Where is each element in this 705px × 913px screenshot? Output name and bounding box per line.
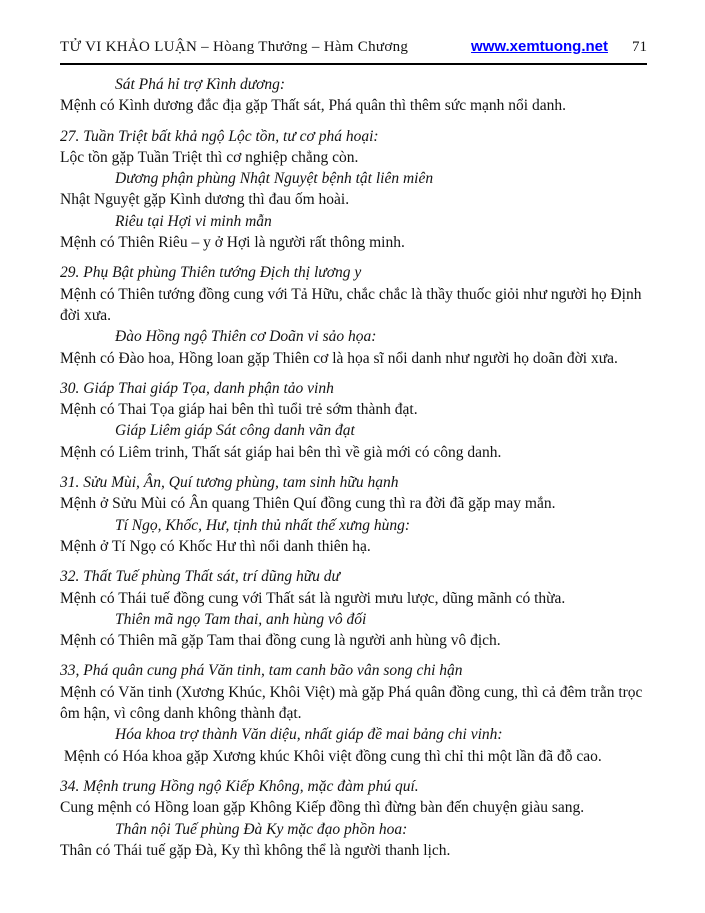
verse-line: Hóa khoa trợ thành Văn diệu, nhất giáp đề mai bảng chi vinh: <box>115 726 503 744</box>
section-heading-line: 31. Sửu Mùi, Ân, Quí tương phùng, tam sinh hữu hạnh <box>60 474 399 492</box>
paragraph-line: Mệnh có Thai Tọa giáp hai bên thì tuổi trẻ sớm thành đạt. <box>60 401 418 419</box>
section-heading-line: 27. Tuần Triệt bất khả ngộ Lộc tồn, tư cơ phá hoại: <box>60 127 379 145</box>
website-link[interactable]: www.xemtuong.net <box>471 38 608 55</box>
paragraph-line: Mệnh có Hóa khoa gặp Xương khúc Khôi việt đồng cung thì chỉ thi một lần đã đỗ cao. <box>60 747 602 765</box>
text-block <box>60 566 647 651</box>
document-body <box>60 74 647 861</box>
text-block <box>60 660 647 766</box>
section-heading-line: 29. Phụ Bật phùng Thiên tướng Địch thị lương y <box>60 264 362 282</box>
paragraph-line: Mệnh có Thiên Riêu – y ở Hợi là người rất thông minh. <box>60 234 405 252</box>
paragraph-line: Mệnh có Thái tuế đồng cung với Thất sát là người mưu lược, dũng mãnh có thừa. <box>60 589 566 607</box>
verse-line: Đào Hồng ngộ Thiên cơ Doãn vi sảo họa: <box>115 328 377 346</box>
verse-line: Thân nội Tuế phùng Đà Ky mặc đạo phồn hoa: <box>115 820 408 838</box>
paragraph-line: Nhật Nguyệt gặp Kình dương thì đau ốm hoài. <box>60 191 350 209</box>
section-heading-line: 30. Giáp Thai giáp Tọa, danh phận tảo vinh <box>60 379 334 397</box>
paragraph-line: Thân có Thái tuế gặp Đà, Ky thì không thể là người thanh lịch. <box>60 841 451 859</box>
section-heading-line: 33, Phá quân cung phá Văn tinh, tam canh bão vân song chi hận <box>60 662 463 680</box>
page-number: 71 <box>632 39 647 55</box>
text-block <box>60 74 647 117</box>
text-block <box>60 472 647 557</box>
verse-line: Tí Ngọ, Khốc, Hư, tịnh thủ nhất thế xưng hùng: <box>115 516 411 534</box>
paragraph-line: Mệnh có Liêm trinh, Thất sát giáp hai bên thì về già mới có công danh. <box>60 443 502 461</box>
verse-line: Thiên mã ngọ Tam thai, anh hùng vô đối <box>115 610 367 628</box>
section-heading-line: 32. Thất Tuế phùng Thất sát, trí dũng hữu dư <box>60 568 341 586</box>
text-block <box>60 776 647 861</box>
verse-line: Riêu tại Hợi vi minh mẫn <box>115 212 272 230</box>
header-divider <box>60 63 647 65</box>
section-heading-line: 34. Mệnh trung Hồng ngộ Kiếp Không, mặc đàm phú quí. <box>60 777 419 795</box>
paragraph-line: Mệnh ở Sửu Mùi có Ân quang Thiên Quí đồng cung thì ra đời đã gặp may mắn. <box>60 495 556 513</box>
paragraph-line: Mệnh có Thiên tướng đồng cung với Tả Hữu, chắc chắc là thầy thuốc giỏi như người họ Định đời xưa. <box>60 285 646 324</box>
paragraph-line: Lộc tồn gặp Tuần Triệt thì cơ nghiệp chẳng còn. <box>60 148 359 166</box>
paragraph-line: Cung mệnh có Hồng loan gặp Không Kiếp đồng thì đừng bàn đến chuyện giàu sang. <box>60 799 585 817</box>
paragraph-line: Mệnh có Thiên mã gặp Tam thai đồng cung là người anh hùng vô địch. <box>60 632 501 650</box>
verse-line: Dương phận phùng Nhật Nguyệt bệnh tật liên miên <box>115 170 434 188</box>
verse-line: Giáp Liêm giáp Sát công danh vãn đạt <box>115 422 355 440</box>
text-block <box>60 262 647 368</box>
text-block <box>60 126 647 254</box>
paragraph-line: Mệnh có Đào hoa, Hồng loan gặp Thiên cơ là họa sĩ nổi danh như người họ doãn đời xưa. <box>60 349 618 367</box>
page-header <box>60 38 647 56</box>
paragraph-line: Mệnh có Văn tinh (Xương Khúc, Khôi Việt) mà gặp Phá quân đồng cung, thì cả đêm trằn trọc ôm hận, vì công danh không thành đạt. <box>60 683 647 723</box>
paragraph-line: Mệnh ở Tí Ngọ có Khốc Hư thì nổi danh thiên hạ. <box>60 537 371 555</box>
paragraph-line: Mệnh có Kình dương đắc địa gặp Thất sát, Phá quân thì thêm sức mạnh nổi danh. <box>60 97 566 115</box>
text-block <box>60 378 647 463</box>
book-title: TỬ VI KHẢO LUẬN – Hòang Thưởng – Hàm Chương <box>60 39 409 55</box>
verse-line: Sát Phá hỉ trợ Kình dương: <box>115 76 286 93</box>
